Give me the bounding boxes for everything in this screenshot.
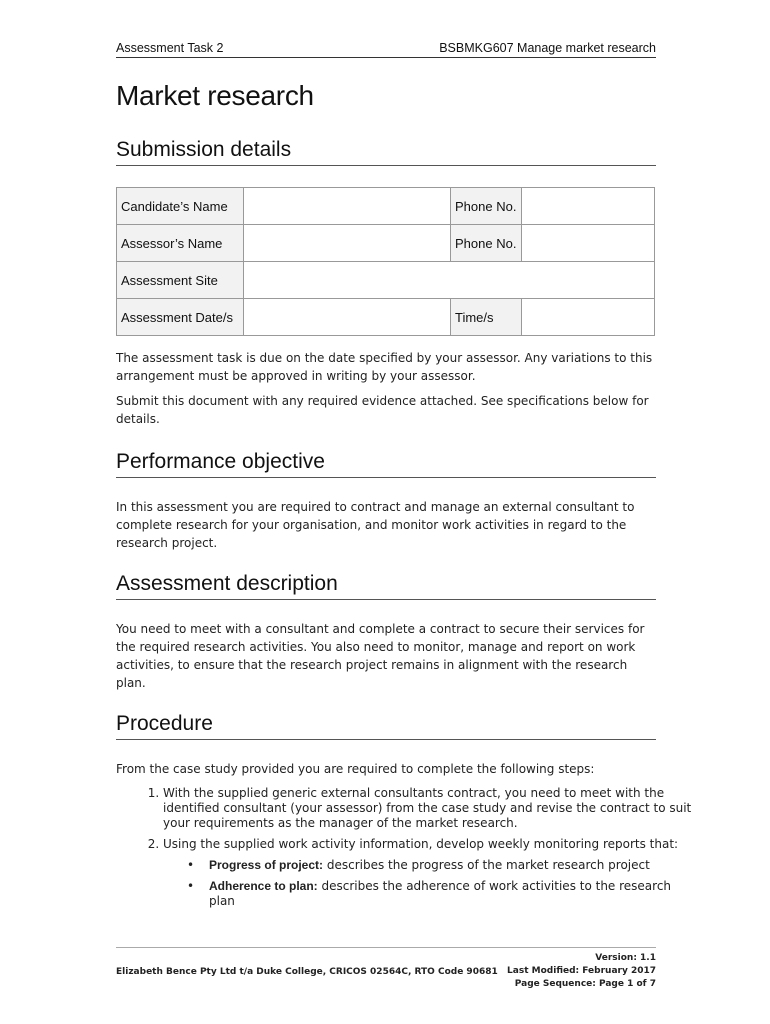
candidate-name-label: Candidate’s Name [117, 188, 244, 225]
step-1-text: With the supplied generic external consultants contract, you need to meet with the identified consultant (your assessor) from the case study and revise the contract to suit your requirements as the manager of the market research. [163, 786, 692, 830]
footer-organisation: Elizabeth Bence Pty Ltd t/a Duke College, CRICOS 02564C, RTO Code 90681 [116, 967, 498, 977]
page-header [116, 41, 656, 58]
submit-note: Submit this document with any required evidence attached. See specifications below for details. [116, 394, 649, 426]
assessor-phone-label: Phone No. [451, 225, 522, 262]
table-row [117, 262, 655, 299]
assessor-name-label: Assessor’s Name [117, 225, 244, 262]
submission-table [116, 187, 655, 336]
list-item [163, 786, 693, 831]
list-item [163, 837, 693, 909]
page-footer [116, 947, 656, 991]
procedure-intro: From the case study provided you are required to complete the following steps: [116, 762, 595, 776]
candidate-name-field[interactable] [244, 188, 451, 225]
list-item [209, 858, 693, 873]
candidate-phone-field[interactable] [522, 188, 655, 225]
assessor-phone-field[interactable] [522, 225, 655, 262]
footer-page-sequence: Page Sequence: Page 1 of 7 [514, 979, 656, 989]
assessment-date-field[interactable] [244, 299, 451, 336]
table-row [117, 299, 655, 336]
footer-version: Version: 1.1 [595, 953, 656, 963]
description-text: You need to meet with a consultant and complete a contract to secure their services for the required research activities. You also need to monitor, manage and report on work activities, to ensure that the research project remains in alignment with the research plan. [116, 622, 645, 690]
step-2-text: Using the supplied work activity information, develop weekly monitoring reports that: [163, 837, 679, 851]
due-date-note: The assessment task is due on the date specified by your assessor. Any variations to this arrangement must be approved in writing by your assessor. [116, 351, 653, 383]
bullet-adherence-text: describes the adherence of work activities to the research plan [209, 879, 672, 908]
candidate-phone-label: Phone No. [451, 188, 522, 225]
time-field[interactable] [522, 299, 655, 336]
description-heading: Assessment description [116, 572, 656, 600]
header-task: Assessment Task 2 [116, 41, 224, 55]
assessment-site-field[interactable] [244, 262, 655, 299]
assessment-date-label: Assessment Date/s [117, 299, 244, 336]
footer-modified: Last Modified: February 2017 [507, 966, 656, 976]
procedure-heading: Procedure [116, 712, 656, 740]
time-label: Time/s [451, 299, 522, 336]
bullet-progress-text: describes the progress of the market research project [323, 858, 650, 872]
assessment-site-label: Assessment Site [117, 262, 244, 299]
report-criteria-list [163, 858, 693, 909]
page-title: Market research [116, 80, 314, 111]
procedure-steps [116, 786, 693, 915]
performance-heading: Performance objective [116, 450, 656, 478]
bullet-adherence-label: Adherence to plan: [209, 879, 318, 893]
submission-heading: Submission details [116, 138, 656, 166]
bullet-progress-label: Progress of project: [209, 858, 324, 872]
table-row [117, 188, 655, 225]
table-row [117, 225, 655, 262]
list-item [209, 879, 693, 909]
header-unit: BSBMKG607 Manage market research [439, 41, 656, 55]
assessor-name-field[interactable] [244, 225, 451, 262]
performance-text: In this assessment you are required to contract and manage an external consultant to complete research for your organisation, and monitor work activities in regard to the research project. [116, 500, 635, 550]
